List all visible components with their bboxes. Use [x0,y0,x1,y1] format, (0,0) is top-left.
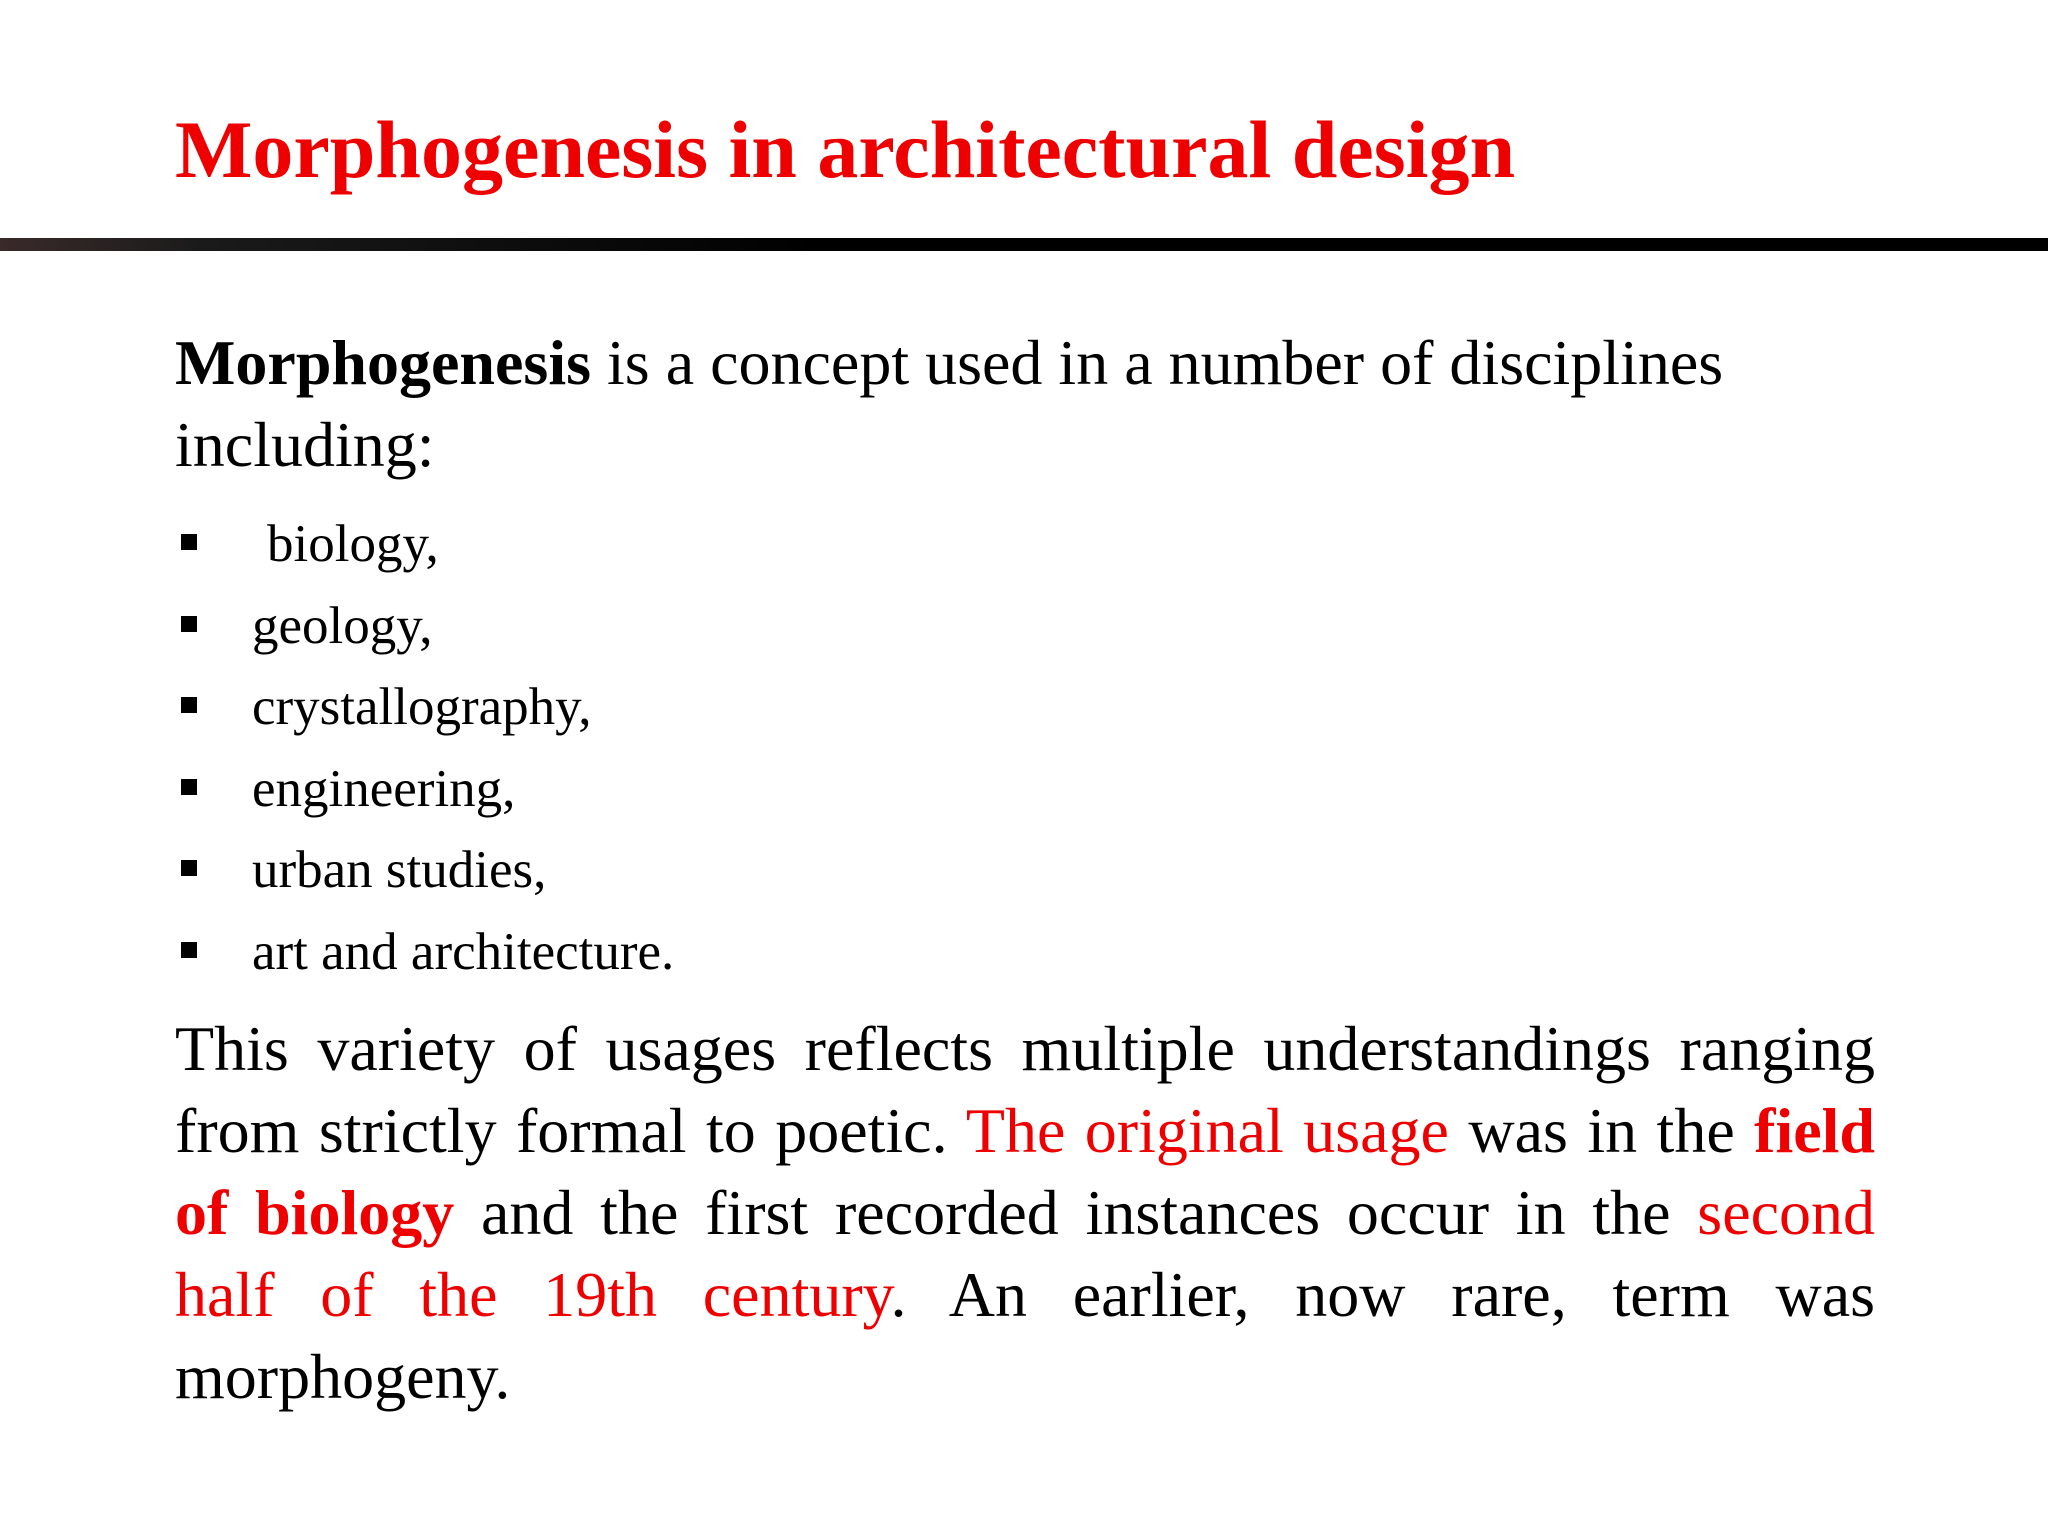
title-divider [0,238,2048,251]
list-item-text: geology, [252,596,433,655]
paragraph-part-4: . An earlier, now rare, term was morphogeny. [175,1259,1876,1412]
square-bullet-icon [181,697,197,713]
list-item-text: crystallography, [252,678,592,737]
square-bullet-icon [181,942,197,958]
intro-rest: is a concept used in a number of disciplines including: [175,327,1724,480]
paragraph-part-1: This variety of usages reflects multiple understandings ranging from strictly formal to poetic. [175,1013,1875,1166]
intro-text [175,322,1875,486]
square-bullet-icon [181,860,197,876]
highlight-original-usage: The original usage [965,1095,1449,1166]
square-bullet-icon [181,534,197,550]
highlight-field-of-biology: field of biology [175,1095,1876,1248]
highlight-19th-century: second half of the 19th century [175,1177,1876,1330]
slide-title: Morphogenesis in architectural design [175,104,1516,195]
square-bullet-icon [181,779,197,795]
list-item-text: biology, [267,515,439,573]
paragraph-part-3: and the first recorded instances occur in the [454,1177,1698,1248]
list-item-text: urban studies, [252,841,547,900]
paragraph-part-2: was in the [1448,1095,1755,1166]
square-bullet-icon [181,616,197,632]
body-paragraph [175,1008,1875,1418]
intro-term: Morphogenesis [175,327,591,398]
list-item-text: art and architecture. [252,922,675,981]
list-item-text: engineering, [252,759,516,818]
